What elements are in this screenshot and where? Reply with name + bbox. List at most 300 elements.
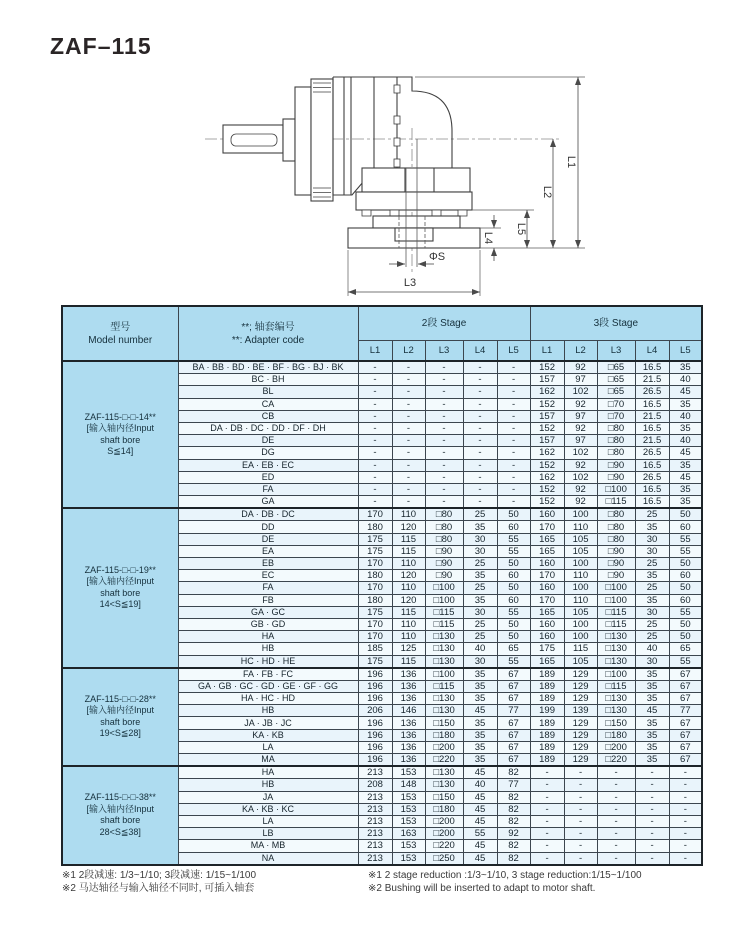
dimension-value-cell: 92 — [564, 422, 597, 434]
dimension-value-cell: - — [463, 435, 497, 447]
dimension-value-cell: 175 — [530, 643, 564, 655]
dimension-value-cell: 105 — [564, 606, 597, 618]
dimension-value-cell: 30 — [635, 533, 669, 545]
dimension-value-cell: □70 — [597, 398, 635, 410]
dimension-value-cell: 196 — [358, 741, 392, 753]
dimension-value-cell: 16.5 — [635, 459, 669, 471]
dimension-value-cell: - — [358, 361, 392, 374]
dimension-value-cell: 152 — [530, 483, 564, 495]
dimension-value-cell: 170 — [530, 594, 564, 606]
dimension-value-cell: □100 — [425, 594, 463, 606]
dimension-value-cell: 35 — [635, 717, 669, 729]
dimension-value-cell: - — [392, 447, 425, 459]
footnotes-chinese — [62, 869, 256, 895]
dimension-value-cell: 67 — [497, 754, 530, 767]
dimension-value-cell: 50 — [669, 508, 702, 521]
dimension-value-cell: 170 — [358, 508, 392, 521]
adapter-code-cell: EB — [178, 558, 358, 570]
dimension-value-cell: 35 — [463, 570, 497, 582]
dimension-value-cell: 100 — [564, 631, 597, 643]
dimension-value-cell: 50 — [669, 631, 702, 643]
dimension-value-cell: 189 — [530, 680, 564, 692]
dimension-value-cell: 35 — [635, 570, 669, 582]
dimension-value-cell: 196 — [358, 729, 392, 741]
adapter-code-cell: HA — [178, 631, 358, 643]
dimension-value-cell: - — [463, 496, 497, 509]
adapter-code-cell: ED — [178, 471, 358, 483]
model-number-cell: ZAF-115-□-□-19** [输入轴内径Input shaft bore 14<S≦19] — [62, 508, 178, 667]
dimension-value-cell: 25 — [635, 631, 669, 643]
dimension-value-cell: 40 — [635, 643, 669, 655]
dimension-value-cell: 115 — [392, 533, 425, 545]
dimension-value-cell: □130 — [597, 643, 635, 655]
dimension-value-cell: - — [425, 483, 463, 495]
dimension-value-cell: 129 — [564, 754, 597, 767]
footnotes-english — [368, 869, 642, 895]
adapter-code-cell: BA · BB · BD · BE · BF · BG · BJ · BK — [178, 361, 358, 374]
dimension-value-cell: 136 — [392, 693, 425, 705]
header-2-stage: 2段 Stage — [358, 306, 530, 341]
dimension-value-cell: 102 — [564, 386, 597, 398]
dimension-value-cell: - — [463, 459, 497, 471]
dimension-value-cell: 40 — [669, 374, 702, 386]
dimension-value-cell: □90 — [597, 570, 635, 582]
dim-label-l1: L1 — [565, 155, 577, 169]
dimension-value-cell: □180 — [597, 729, 635, 741]
gearbox-technical-drawing — [115, 52, 695, 302]
dimension-value-cell: 180 — [358, 594, 392, 606]
dimension-value-cell: 152 — [530, 398, 564, 410]
dimension-value-cell: 152 — [530, 459, 564, 471]
dimension-value-cell: 213 — [358, 803, 392, 815]
dimension-value-cell: 45 — [463, 705, 497, 717]
dimension-value-cell: - — [564, 840, 597, 852]
dimension-value-cell: 45 — [463, 815, 497, 827]
dimension-value-cell: - — [463, 386, 497, 398]
dimension-value-cell: 148 — [392, 779, 425, 791]
adapter-code-cell: NA — [178, 852, 358, 865]
dimension-value-cell: 206 — [358, 705, 392, 717]
dimension-value-cell: □100 — [425, 668, 463, 681]
dimension-value-cell: 35 — [669, 459, 702, 471]
dimension-value-cell: 16.5 — [635, 496, 669, 509]
dimension-value-cell: - — [530, 803, 564, 815]
dimension-value-cell: - — [358, 496, 392, 509]
dimension-value-cell: - — [463, 483, 497, 495]
adapter-code-cell: DE — [178, 435, 358, 447]
dimension-value-cell: 92 — [564, 361, 597, 374]
dimension-value-cell: 25 — [463, 558, 497, 570]
dimension-value-cell: - — [463, 398, 497, 410]
dimension-value-cell: 189 — [530, 693, 564, 705]
dimension-value-cell: - — [497, 374, 530, 386]
dimension-value-cell: 189 — [530, 717, 564, 729]
gearbox-body — [223, 77, 480, 248]
dimension-value-cell: □220 — [425, 840, 463, 852]
dimension-value-cell: 35 — [463, 741, 497, 753]
dimension-value-cell: 67 — [669, 693, 702, 705]
dimension-value-cell: - — [358, 422, 392, 434]
dimension-value-cell: 77 — [669, 705, 702, 717]
spec-table-body — [62, 361, 702, 865]
dimension-value-cell: 50 — [669, 618, 702, 630]
dimension-value-cell: 35 — [635, 521, 669, 533]
dimension-value-cell: 213 — [358, 852, 392, 865]
dimension-value-cell: 35 — [463, 668, 497, 681]
dimension-value-cell: □90 — [597, 558, 635, 570]
dimension-value-cell: 25 — [635, 508, 669, 521]
dimension-value-cell: □80 — [425, 533, 463, 545]
dimension-value-cell: - — [669, 779, 702, 791]
dimension-value-cell: 35 — [463, 754, 497, 767]
dimension-value-cell: 55 — [669, 655, 702, 668]
dimension-value-cell: 55 — [669, 545, 702, 557]
dimension-value-cell: 162 — [530, 386, 564, 398]
dimension-value-cell: 67 — [669, 680, 702, 692]
dimension-value-cell: 165 — [530, 545, 564, 557]
dimension-value-cell: 163 — [392, 828, 425, 840]
dimension-value-cell: □80 — [597, 508, 635, 521]
dimension-value-cell: 160 — [530, 508, 564, 521]
adapter-code-cell: HB — [178, 643, 358, 655]
dim-label-phi-s: ΦS — [429, 251, 446, 263]
dimension-value-cell: 129 — [564, 668, 597, 681]
dimension-value-cell: 213 — [358, 828, 392, 840]
adapter-code-cell: JA — [178, 791, 358, 803]
dimension-value-cell: - — [358, 459, 392, 471]
dimension-value-cell: 120 — [392, 521, 425, 533]
dimension-value-cell: 110 — [392, 558, 425, 570]
footnote-cn-1: ※1 2段减速: 1/3~1/10; 3段减速: 1/15~1/100 — [62, 870, 257, 881]
adapter-code-cell: FA · FB · FC — [178, 668, 358, 681]
dimension-value-cell: - — [635, 815, 669, 827]
dimension-value-cell: - — [564, 852, 597, 865]
dimension-value-cell: □90 — [597, 545, 635, 557]
dimension-value-cell: 180 — [358, 521, 392, 533]
dimension-value-cell: 50 — [497, 508, 530, 521]
dimension-value-cell: 175 — [358, 655, 392, 668]
dimension-value-cell: □250 — [425, 852, 463, 865]
adapter-code-cell: CA — [178, 398, 358, 410]
dimension-value-cell: 110 — [392, 631, 425, 643]
dimension-value-cell: - — [425, 386, 463, 398]
dimension-value-cell: 115 — [564, 643, 597, 655]
dimension-value-cell: 67 — [497, 693, 530, 705]
adapter-code-cell: MA — [178, 754, 358, 767]
dimension-value-cell: 153 — [392, 766, 425, 779]
dimension-value-cell: 92 — [564, 483, 597, 495]
dimension-value-cell: - — [497, 361, 530, 374]
dimension-value-cell: □180 — [425, 729, 463, 741]
dimension-value-cell: - — [497, 471, 530, 483]
dimension-value-cell: - — [463, 410, 497, 422]
model-number-cell: ZAF-115-□-□-28** [输入轴内径Input shaft bore 19<S≦28] — [62, 668, 178, 767]
adapter-code-cell: DG — [178, 447, 358, 459]
dimension-value-cell: - — [497, 459, 530, 471]
dimension-value-cell: 100 — [564, 508, 597, 521]
dimension-value-cell: - — [597, 815, 635, 827]
dimension-value-cell: 35 — [463, 717, 497, 729]
dimension-value-cell: 16.5 — [635, 422, 669, 434]
dimension-value-cell: - — [597, 828, 635, 840]
dimension-value-cell: 45 — [463, 852, 497, 865]
dimension-value-cell: 45 — [669, 386, 702, 398]
dimension-value-cell: 153 — [392, 852, 425, 865]
dimension-value-cell: - — [425, 447, 463, 459]
dimension-value-cell: - — [392, 471, 425, 483]
dimension-value-cell: 21.5 — [635, 374, 669, 386]
col-l4-3stage: L4 — [635, 341, 669, 362]
dimension-value-cell: 65 — [497, 643, 530, 655]
dimension-value-cell: - — [392, 398, 425, 410]
dimension-value-cell: - — [635, 803, 669, 815]
dimension-value-cell: - — [597, 852, 635, 865]
dimension-value-cell: 189 — [530, 741, 564, 753]
dimension-value-cell: 170 — [530, 521, 564, 533]
dimension-value-cell: 55 — [497, 606, 530, 618]
dimension-value-cell: 157 — [530, 410, 564, 422]
dimension-value-cell: 60 — [669, 594, 702, 606]
dimension-value-cell: 40 — [669, 435, 702, 447]
dimension-value-cell: 25 — [463, 508, 497, 521]
dimension-value-cell: 67 — [497, 741, 530, 753]
header-adapter-code — [178, 306, 358, 361]
col-l2-3stage: L2 — [564, 341, 597, 362]
dimension-value-cell: 26.5 — [635, 471, 669, 483]
dimension-value-cell: - — [425, 496, 463, 509]
dimension-value-cell: □115 — [597, 606, 635, 618]
dimension-value-cell: 50 — [497, 618, 530, 630]
adapter-code-cell: FA — [178, 582, 358, 594]
col-l1-3stage: L1 — [530, 341, 564, 362]
dimension-value-cell: 160 — [530, 558, 564, 570]
dimension-value-cell: - — [358, 410, 392, 422]
dimension-value-cell: 162 — [530, 471, 564, 483]
dimension-value-cell: □80 — [597, 435, 635, 447]
dim-label-l4: L4 — [482, 231, 494, 245]
dimension-value-cell: □80 — [425, 508, 463, 521]
dimension-value-cell: 92 — [564, 459, 597, 471]
dimension-value-cell: 129 — [564, 717, 597, 729]
dimension-value-cell: - — [392, 483, 425, 495]
col-l5-2stage: L5 — [497, 341, 530, 362]
dimension-value-cell: - — [530, 791, 564, 803]
dimension-value-cell: - — [358, 398, 392, 410]
dimension-value-cell: 120 — [392, 570, 425, 582]
adapter-code-cell: EA — [178, 545, 358, 557]
dimension-value-cell: 40 — [669, 410, 702, 422]
adapter-code-cell: LB — [178, 828, 358, 840]
dimension-value-cell: □90 — [425, 558, 463, 570]
header-model-number — [62, 306, 178, 361]
dimension-value-cell: 152 — [530, 361, 564, 374]
dimension-value-cell: 213 — [358, 840, 392, 852]
adapter-code-cell: EA · EB · EC — [178, 459, 358, 471]
dimension-value-cell: 115 — [392, 655, 425, 668]
dimension-value-cell: 199 — [530, 705, 564, 717]
dimension-value-cell: 157 — [530, 374, 564, 386]
dimension-value-cell: - — [530, 766, 564, 779]
dimension-value-cell: □130 — [597, 693, 635, 705]
dimension-value-cell: 162 — [530, 447, 564, 459]
dimension-value-cell: 92 — [497, 828, 530, 840]
gearbox-drawing-svg — [115, 52, 695, 302]
dimension-value-cell: 67 — [669, 717, 702, 729]
dimension-value-cell: □130 — [597, 655, 635, 668]
dimension-value-cell: □150 — [425, 717, 463, 729]
dimension-value-cell: □80 — [597, 447, 635, 459]
table-row — [62, 668, 702, 681]
dimension-value-cell: 189 — [530, 754, 564, 767]
dimension-value-cell: 25 — [463, 582, 497, 594]
dimension-value-cell: □65 — [597, 386, 635, 398]
dimension-value-cell: 136 — [392, 668, 425, 681]
dimension-value-cell: 152 — [530, 422, 564, 434]
adapter-code-cell: BC · BH — [178, 374, 358, 386]
dimension-value-cell: 160 — [530, 618, 564, 630]
dimension-value-cell: - — [530, 840, 564, 852]
dimension-value-cell: - — [358, 483, 392, 495]
dimension-value-cell: □200 — [425, 815, 463, 827]
dimension-value-cell: - — [635, 840, 669, 852]
dimension-value-cell: 189 — [530, 668, 564, 681]
dimension-value-cell: - — [392, 361, 425, 374]
dimension-value-cell: - — [669, 852, 702, 865]
dimension-value-cell: □100 — [597, 594, 635, 606]
dimension-value-cell: 170 — [530, 570, 564, 582]
adapter-code-cell: KA · KB · KC — [178, 803, 358, 815]
adapter-code-cell: LA — [178, 741, 358, 753]
dimension-value-cell: 100 — [564, 618, 597, 630]
col-l2-2stage: L2 — [392, 341, 425, 362]
dimension-value-cell: 30 — [463, 606, 497, 618]
dimension-value-cell: 129 — [564, 680, 597, 692]
table-row — [62, 508, 702, 521]
dimension-value-cell: 196 — [358, 668, 392, 681]
adapter-code-cell: DA · DB · DC · DD · DF · DH — [178, 422, 358, 434]
dimension-value-cell: 213 — [358, 766, 392, 779]
dimension-value-cell: 139 — [564, 705, 597, 717]
dimension-value-cell: - — [669, 815, 702, 827]
dimension-value-cell: □90 — [597, 459, 635, 471]
adapter-code-cell: KA · KB — [178, 729, 358, 741]
dimension-value-cell: 82 — [497, 766, 530, 779]
header-model-cn: 型号 — [110, 321, 131, 333]
adapter-code-cell: GA · GB · GC · GD · GE · GF · GG — [178, 680, 358, 692]
adapter-code-cell: GB · GD — [178, 618, 358, 630]
dimension-value-cell: □100 — [597, 668, 635, 681]
dimension-value-cell: 35 — [669, 496, 702, 509]
adapter-code-cell: JA · JB · JC — [178, 717, 358, 729]
dimension-value-cell: □220 — [597, 754, 635, 767]
dimension-value-cell: 67 — [669, 754, 702, 767]
dimension-value-cell: 65 — [669, 643, 702, 655]
dimension-value-cell: 50 — [497, 582, 530, 594]
adapter-code-cell: DE — [178, 533, 358, 545]
dimension-value-cell: 50 — [669, 558, 702, 570]
dimension-value-cell: - — [425, 435, 463, 447]
col-l1-2stage: L1 — [358, 341, 392, 362]
dimension-value-cell: 16.5 — [635, 398, 669, 410]
footnote-en-2: ※2 Bushing will be inserted to adapt to motor shaft. — [368, 883, 596, 894]
dimension-value-cell: - — [497, 422, 530, 434]
dimension-value-cell: 115 — [392, 545, 425, 557]
dimension-value-cell: 35 — [669, 361, 702, 374]
dimension-value-cell: - — [669, 828, 702, 840]
dimension-value-cell: 170 — [358, 618, 392, 630]
dimension-value-cell: 60 — [669, 521, 702, 533]
dimension-value-cell: □130 — [425, 693, 463, 705]
adapter-code-cell: HA · HC · HD — [178, 693, 358, 705]
dimension-value-cell: □100 — [425, 582, 463, 594]
header-adapter-en: **: Adapter code — [231, 334, 305, 346]
dimension-value-cell: - — [597, 779, 635, 791]
dimension-value-cell: 196 — [358, 717, 392, 729]
dimension-value-cell: 77 — [497, 779, 530, 791]
dimension-value-cell: 165 — [530, 655, 564, 668]
adapter-code-cell: HB — [178, 779, 358, 791]
dimension-value-cell: - — [597, 791, 635, 803]
header-adapter-cn: **; 轴套编号 — [241, 321, 295, 333]
dimension-value-cell: - — [463, 447, 497, 459]
spec-table-header — [62, 306, 702, 361]
dimension-value-cell: 82 — [497, 815, 530, 827]
dimension-value-cell: 35 — [669, 398, 702, 410]
dimension-value-cell: □130 — [425, 705, 463, 717]
dimension-value-cell: □180 — [425, 803, 463, 815]
dimension-value-cell: 21.5 — [635, 435, 669, 447]
dimension-value-cell: 115 — [392, 606, 425, 618]
dimension-value-cell: 45 — [669, 447, 702, 459]
dimension-value-cell: 55 — [463, 828, 497, 840]
dimension-value-cell: 40 — [463, 779, 497, 791]
dimension-value-cell: - — [392, 422, 425, 434]
dimension-value-cell: 136 — [392, 741, 425, 753]
adapter-code-cell: GA · GC — [178, 606, 358, 618]
dimension-value-cell: 165 — [530, 533, 564, 545]
dimension-value-cell: 175 — [358, 606, 392, 618]
dimension-value-cell: 110 — [392, 618, 425, 630]
dimension-value-cell: 30 — [463, 655, 497, 668]
dimension-value-cell: □90 — [597, 471, 635, 483]
dimension-value-cell: 30 — [463, 533, 497, 545]
dimension-value-cell: 55 — [497, 655, 530, 668]
dimension-value-cell: □130 — [597, 631, 635, 643]
dimension-value-cell: □100 — [597, 582, 635, 594]
dimension-value-cell: 208 — [358, 779, 392, 791]
dimension-value-cell: 67 — [669, 668, 702, 681]
dimension-value-cell: - — [597, 840, 635, 852]
dimension-value-cell: - — [425, 422, 463, 434]
dimension-value-cell: 50 — [497, 558, 530, 570]
dimension-value-cell: - — [392, 374, 425, 386]
dimension-value-cell: 55 — [497, 533, 530, 545]
dimension-value-cell: 160 — [530, 631, 564, 643]
dimension-value-cell: - — [564, 828, 597, 840]
dimension-value-cell: 35 — [635, 594, 669, 606]
col-l5-3stage: L5 — [669, 341, 702, 362]
dimension-value-cell: 146 — [392, 705, 425, 717]
dimension-value-cell: - — [564, 803, 597, 815]
dimension-value-cell: 60 — [497, 570, 530, 582]
dimension-value-cell: 35 — [463, 680, 497, 692]
dimension-value-cell: 50 — [497, 631, 530, 643]
dimension-value-cell: □100 — [597, 483, 635, 495]
dimension-value-cell: 102 — [564, 447, 597, 459]
dimension-value-cell: 97 — [564, 410, 597, 422]
dimension-value-cell: 82 — [497, 852, 530, 865]
dimension-value-cell: - — [669, 840, 702, 852]
